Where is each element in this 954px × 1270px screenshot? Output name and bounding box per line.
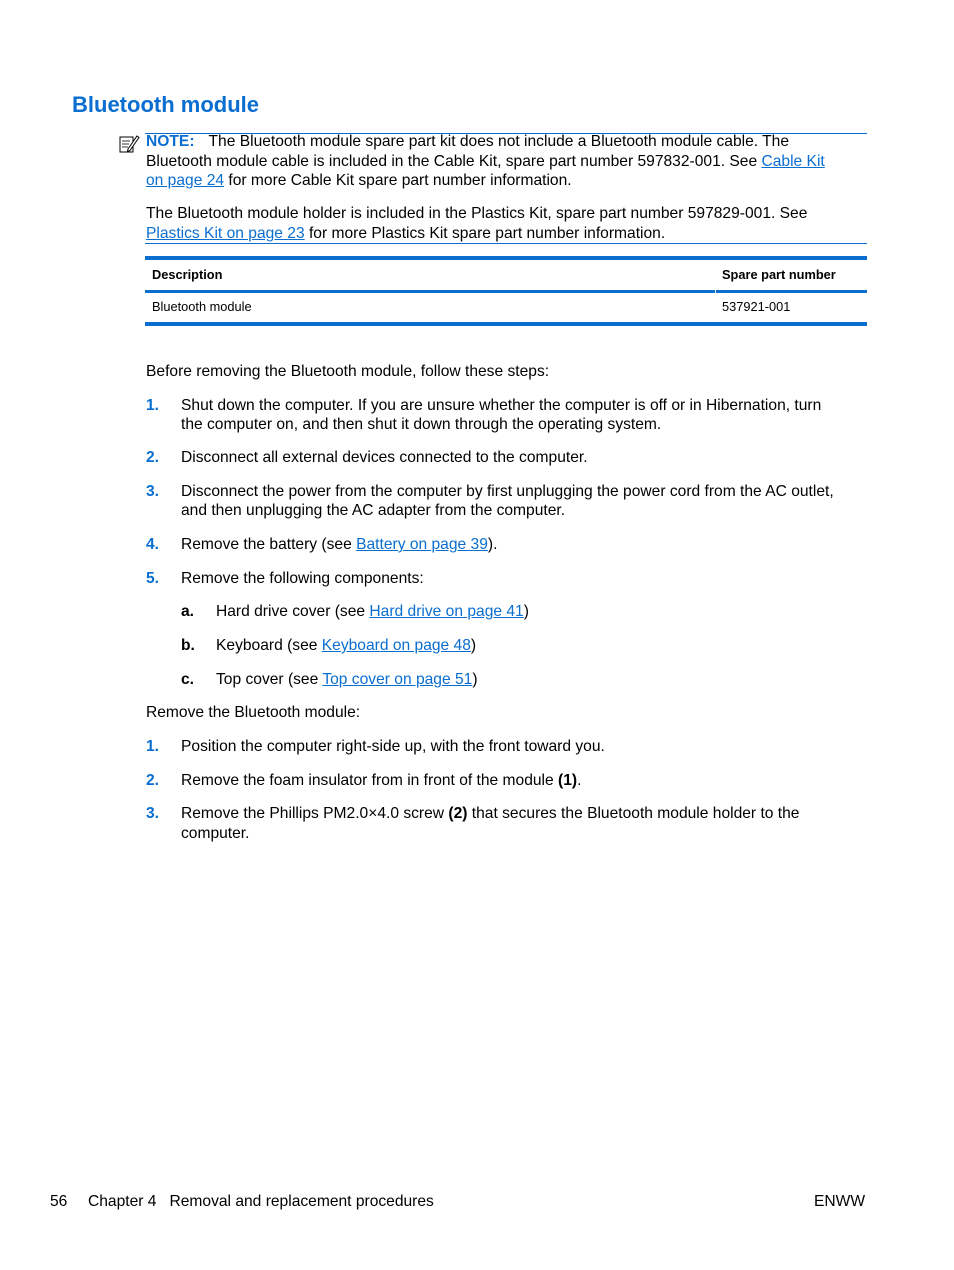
step-text: Position the computer right-side up, with the front toward you. — [181, 738, 605, 755]
plastics-kit-link[interactable]: Plastics Kit on page 23 — [146, 225, 305, 242]
note-pencil-icon — [118, 134, 140, 154]
step-number: 3. — [146, 483, 160, 500]
table-header-description: Description — [152, 267, 223, 282]
substep-text: Keyboard (see — [216, 637, 322, 654]
keyboard-link[interactable]: Keyboard on page 48 — [321, 637, 471, 654]
list-item — [146, 535, 497, 555]
note-bottom-rule — [145, 243, 867, 244]
footer-page-number: 56 — [50, 1193, 68, 1210]
note-para2-line-2 — [146, 224, 665, 244]
substep-text: Hard drive cover (see — [216, 603, 370, 620]
callout-number: (1) — [558, 772, 578, 789]
cable-kit-page-link[interactable]: on page 24 — [146, 172, 225, 189]
substep-text-end: ) — [470, 637, 477, 654]
note-text-1: The Bluetooth module spare part kit does not include a Bluetooth module cable. The — [208, 133, 790, 150]
substep-text: Top cover (see — [216, 671, 323, 688]
note-label: NOTE: — [146, 133, 195, 150]
step-text: Remove the foam insulator from in front of the module — [181, 772, 559, 789]
list-item — [146, 482, 834, 502]
page-title: Bluetooth module — [72, 92, 259, 117]
list-item — [181, 602, 529, 622]
substep-letter: c. — [181, 671, 195, 688]
note-text-3: for more Cable Kit spare part number information. — [224, 172, 572, 189]
steps-intro: Before removing the Bluetooth module, follow these steps: — [146, 363, 550, 380]
remove-intro: Remove the Bluetooth module: — [146, 704, 361, 721]
step-number: 5. — [146, 570, 160, 587]
substep-text-end: ) — [523, 603, 529, 620]
note-line-2 — [146, 152, 825, 172]
note-line-3 — [146, 171, 572, 191]
step-text: Shut down the computer. If you are unsure whether the computer is off or in Hibernation, turn — [181, 397, 822, 414]
step-number: 2. — [146, 772, 160, 789]
step-text-end: that secures the Bluetooth module holder to the — [467, 805, 800, 822]
step-text-continued: computer. — [181, 825, 250, 842]
step-text: Disconnect all external devices connected to the computer. — [181, 449, 588, 466]
step-text-end: ). — [487, 536, 498, 553]
hard-drive-link[interactable]: Hard drive on page 41 — [369, 603, 524, 620]
step-text: Remove the battery (see — [181, 536, 357, 553]
note-text-2: Bluetooth module cable is included in the Cable Kit, spare part number 597832-001. See — [146, 153, 762, 170]
step-text: Remove the following components: — [181, 570, 424, 587]
list-item — [146, 771, 581, 791]
list-item — [181, 670, 478, 690]
step-number: 4. — [146, 536, 160, 553]
step-number: 2. — [146, 449, 160, 466]
cable-kit-link[interactable]: Cable Kit — [761, 153, 825, 170]
substep-letter: a. — [181, 603, 195, 620]
table-header-rule — [145, 290, 867, 293]
step-text-end: . — [577, 772, 582, 789]
substep-text-end: ) — [472, 671, 478, 688]
substep-letter: b. — [181, 637, 195, 654]
list-item — [146, 804, 799, 824]
footer-chapter: Chapter 4 Removal and replacement procedures — [88, 1193, 434, 1210]
list-item — [181, 636, 476, 656]
step-text-continued: and then unplugging the AC adapter from the computer. — [181, 502, 566, 519]
list-item — [146, 396, 821, 416]
step-text: Remove the Phillips PM2.0×4.0 screw — [181, 805, 449, 822]
table-bottom-rule — [145, 322, 867, 326]
list-item — [146, 448, 588, 468]
note-line-1 — [146, 132, 789, 152]
note-para2-line-1: The Bluetooth module holder is included in the Plastics Kit, spare part number 597829-001. See — [146, 205, 808, 222]
callout-number: (2) — [448, 805, 468, 822]
table-column-divider — [715, 290, 716, 293]
top-cover-link[interactable]: Top cover on page 51 — [322, 671, 473, 688]
step-text: Disconnect the power from the computer by first unplugging the power cord from the AC outlet, — [181, 483, 834, 500]
footer-right: ENWW — [814, 1193, 866, 1210]
table-header-spare-part: Spare part number — [722, 267, 836, 282]
step-number: 3. — [146, 805, 160, 822]
table-cell-description: Bluetooth module — [152, 299, 252, 314]
step-number: 1. — [146, 738, 160, 755]
battery-link[interactable]: Battery on page 39 — [356, 536, 488, 553]
table-top-rule — [145, 256, 867, 260]
list-item — [146, 737, 605, 757]
list-item — [146, 569, 424, 589]
step-text-continued: the computer on, and then shut it down through the operating system. — [181, 416, 662, 433]
table-cell-part-number: 537921-001 — [722, 299, 791, 314]
step-number: 1. — [146, 397, 160, 414]
note-para2-text: for more Plastics Kit spare part number information. — [304, 225, 666, 242]
